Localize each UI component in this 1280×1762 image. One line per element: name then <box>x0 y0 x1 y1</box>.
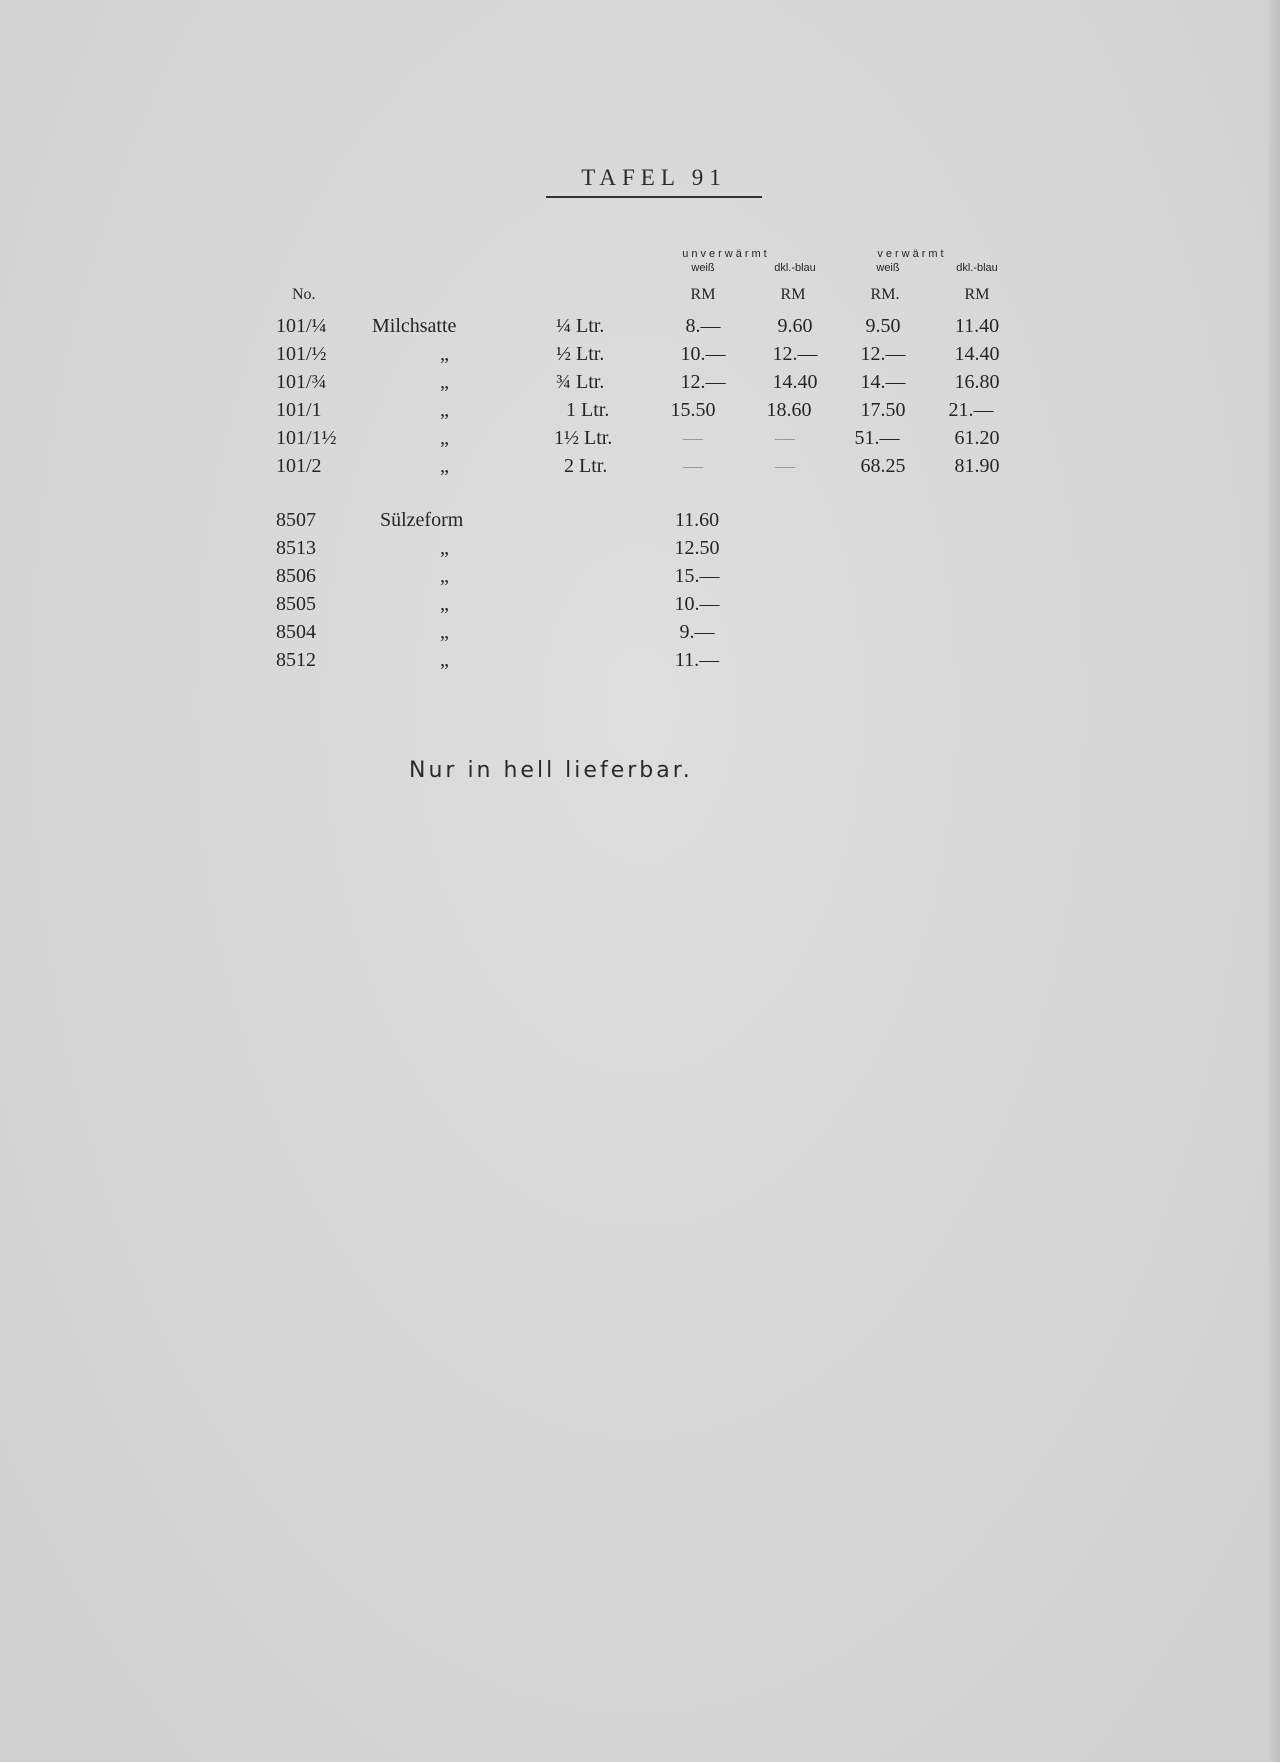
price-warmed-white: 14.— <box>860 371 906 393</box>
header-currency-3: RM. <box>870 286 900 303</box>
item-number: 8507 <box>276 509 316 531</box>
item-number: 101/1½ <box>276 427 337 449</box>
price-warmed-white: 9.50 <box>865 315 901 337</box>
item-number: 8505 <box>276 593 316 615</box>
header-sub-1: weiß <box>691 262 715 274</box>
price-unwarmed-darkblue: 14.40 <box>772 371 818 393</box>
price-unwarmed-white: — <box>683 455 703 477</box>
item-name: „ <box>440 427 449 449</box>
item-name: „ <box>440 593 449 615</box>
price-unwarmed-white: 12.— <box>680 371 726 393</box>
header-currency-2: RM <box>780 286 806 303</box>
item-name: „ <box>440 343 449 365</box>
item-name: „ <box>440 399 449 421</box>
price-warmed-darkblue: 21.— <box>948 399 994 421</box>
item-name: „ <box>440 455 449 477</box>
price-warmed-white: 51.— <box>854 427 900 449</box>
item-number: 101/2 <box>276 455 322 477</box>
item-size: 2 Ltr. <box>564 455 608 477</box>
price-warmed-darkblue: 61.20 <box>954 427 1000 449</box>
price-warmed-darkblue: 81.90 <box>954 455 1000 477</box>
price-unwarmed-darkblue: — <box>775 427 795 449</box>
item-number: 101/½ <box>276 343 327 365</box>
item-size: ¼ Ltr. <box>556 315 605 337</box>
header-group-warmed: verwärmt <box>877 248 947 260</box>
header-sub-2: dkl.-blau <box>774 262 816 274</box>
price-unwarmed-darkblue: — <box>775 455 795 477</box>
item-price: 11.60 <box>674 509 720 531</box>
item-price: 12.50 <box>674 537 720 559</box>
price-warmed-darkblue: 16.80 <box>954 371 1000 393</box>
header-sub-3: weiß <box>876 262 900 274</box>
item-name: „ <box>440 537 449 559</box>
item-number: 101/1 <box>276 399 322 421</box>
price-unwarmed-white: 10.— <box>680 343 726 365</box>
price-warmed-white: 12.— <box>860 343 906 365</box>
header-currency-4: RM <box>964 286 990 303</box>
item-name: Milchsatte <box>372 315 457 337</box>
item-name: „ <box>440 371 449 393</box>
item-price: 11.— <box>674 649 720 671</box>
price-warmed-white: 68.25 <box>860 455 906 477</box>
item-number: 8513 <box>276 537 316 559</box>
header-currency-1: RM <box>690 286 716 303</box>
header-group-unwarmed: unverwärmt <box>682 248 770 260</box>
item-number: 8506 <box>276 565 316 587</box>
item-size: 1½ Ltr. <box>554 427 613 449</box>
item-size: ¾ Ltr. <box>556 371 605 393</box>
item-number: 8504 <box>276 621 316 643</box>
price-unwarmed-white: 15.50 <box>670 399 716 421</box>
price-unwarmed-darkblue: 9.60 <box>777 315 813 337</box>
item-price: 15.— <box>674 565 720 587</box>
page-edge <box>1268 0 1280 1762</box>
price-warmed-darkblue: 11.40 <box>954 315 1000 337</box>
item-name: „ <box>440 649 449 671</box>
header-sub-4: dkl.-blau <box>956 262 998 274</box>
item-number: 101/¾ <box>276 371 327 393</box>
price-warmed-darkblue: 14.40 <box>954 343 1000 365</box>
item-number: 101/¼ <box>276 315 327 337</box>
item-name: „ <box>440 621 449 643</box>
item-name: „ <box>440 565 449 587</box>
item-price: 10.— <box>674 593 720 615</box>
header-no: No. <box>292 286 316 303</box>
item-price: 9.— <box>679 621 715 643</box>
item-size: 1 Ltr. <box>566 399 610 421</box>
item-name: Sülzeform <box>380 509 464 531</box>
price-unwarmed-darkblue: 12.— <box>772 343 818 365</box>
price-unwarmed-white: — <box>683 427 703 449</box>
price-unwarmed-darkblue: 18.60 <box>766 399 812 421</box>
title-underline <box>546 196 762 198</box>
footnote: Nur in hell lieferbar. <box>409 758 693 783</box>
item-number: 8512 <box>276 649 316 671</box>
page-title: TAFEL 91 <box>581 165 727 190</box>
price-unwarmed-white: 8.— <box>685 315 721 337</box>
price-warmed-white: 17.50 <box>860 399 906 421</box>
item-size: ½ Ltr. <box>556 343 605 365</box>
